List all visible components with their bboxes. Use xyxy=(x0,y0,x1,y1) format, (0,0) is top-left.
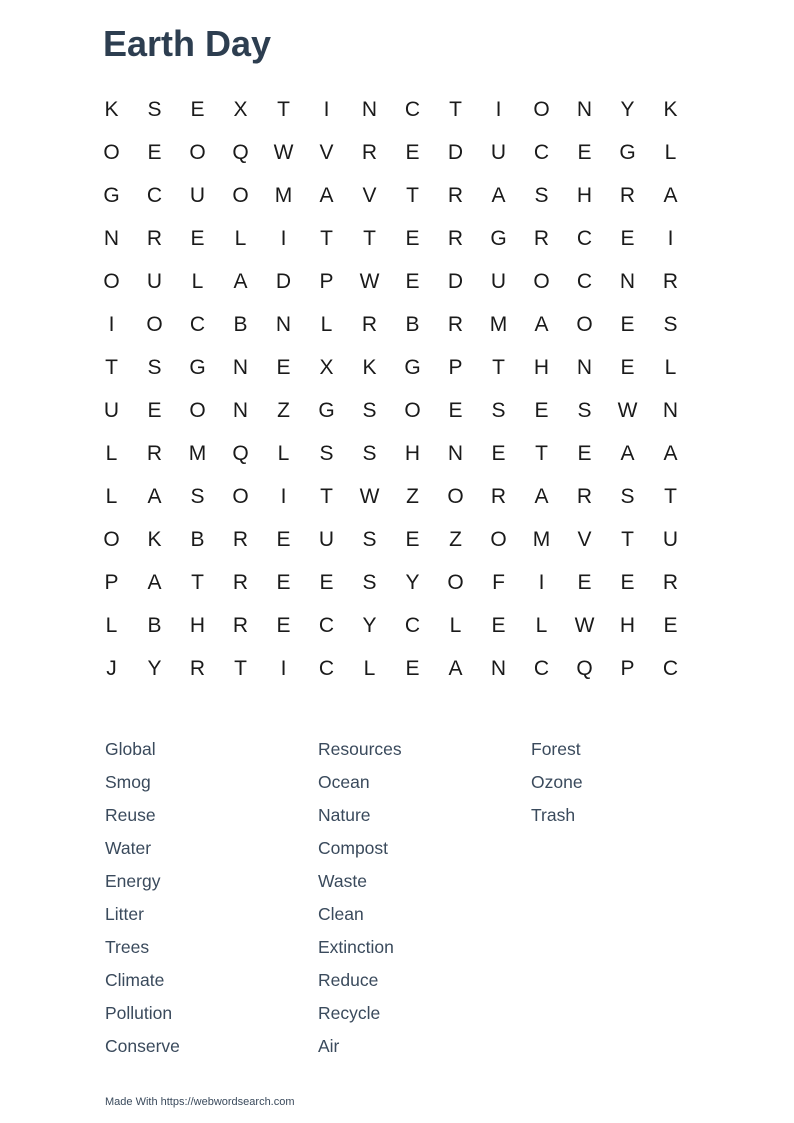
grid-letter: N xyxy=(232,398,249,422)
grid-letter: P xyxy=(620,656,635,680)
grid-letter: X xyxy=(319,355,334,379)
grid-letter: R xyxy=(619,183,636,207)
grid-letter: O xyxy=(447,570,464,594)
grid-letter: S xyxy=(319,441,334,465)
grid-letter: H xyxy=(619,613,636,637)
grid-letter: Y xyxy=(405,570,420,594)
word-item: Recycle xyxy=(318,1003,381,1023)
grid-letter: E xyxy=(577,441,592,465)
grid-letter: Q xyxy=(232,140,249,164)
grid-letter: T xyxy=(492,355,505,379)
grid-letter: H xyxy=(404,441,421,465)
grid-letter: N xyxy=(447,441,464,465)
grid-letter: N xyxy=(103,226,120,250)
grid-letter: B xyxy=(233,312,248,336)
grid-letter: R xyxy=(490,484,507,508)
grid-letter: V xyxy=(577,527,592,551)
grid-letter: C xyxy=(576,269,593,293)
grid-letter: N xyxy=(490,656,507,680)
grid-letter: O xyxy=(103,140,120,164)
grid-letter: S xyxy=(491,398,506,422)
word-item: Resources xyxy=(318,739,402,759)
word-item: Nature xyxy=(318,805,371,825)
grid-letter: R xyxy=(447,312,464,336)
grid-letter: U xyxy=(490,140,507,164)
grid-row xyxy=(90,475,692,518)
grid-letter: V xyxy=(362,183,377,207)
grid-letter: K xyxy=(362,355,377,379)
grid-letter: E xyxy=(577,570,592,594)
grid-letter: H xyxy=(189,613,206,637)
grid-letter: D xyxy=(447,269,464,293)
grid-letter: H xyxy=(533,355,550,379)
grid-letter: M xyxy=(274,183,293,207)
grid-letter: A xyxy=(448,656,463,680)
grid-letter: I xyxy=(495,97,502,121)
grid-letter: S xyxy=(362,398,377,422)
grid-letter: E xyxy=(491,613,506,637)
grid-letter: O xyxy=(189,140,206,164)
grid-letter: A xyxy=(534,484,549,508)
grid-letter: E xyxy=(405,226,420,250)
grid-letter: L xyxy=(363,656,376,680)
grid-letter: R xyxy=(662,269,679,293)
grid-letter: R xyxy=(447,226,464,250)
grid-letter: A xyxy=(663,441,678,465)
grid-row xyxy=(90,217,692,260)
grid-letter: I xyxy=(280,656,287,680)
grid-letter: E xyxy=(405,269,420,293)
grid-letter: P xyxy=(319,269,334,293)
grid-letter: L xyxy=(535,613,548,637)
grid-letter: S xyxy=(147,97,162,121)
word-item: Pollution xyxy=(105,1003,173,1023)
grid-row xyxy=(90,561,692,604)
grid-letter: W xyxy=(359,269,380,293)
grid-letter: N xyxy=(361,97,378,121)
grid-letter: O xyxy=(490,527,507,551)
grid-letter: R xyxy=(232,570,249,594)
grid-letter: I xyxy=(538,570,545,594)
word-list xyxy=(105,737,744,1067)
grid-letter: G xyxy=(189,355,206,379)
grid-letter: W xyxy=(574,613,595,637)
grid-letter: C xyxy=(404,613,421,637)
grid-letter: S xyxy=(620,484,635,508)
grid-letter: S xyxy=(534,183,549,207)
grid-letter: T xyxy=(449,97,462,121)
grid-letter: E xyxy=(276,355,291,379)
grid-letter: N xyxy=(619,269,636,293)
grid-letter: Q xyxy=(576,656,593,680)
grid-letter: A xyxy=(147,484,162,508)
grid-letter: T xyxy=(664,484,677,508)
grid-row xyxy=(90,432,692,475)
grid-letter: E xyxy=(319,570,334,594)
grid-letter: I xyxy=(667,226,674,250)
grid-letter: C xyxy=(533,140,550,164)
grid-letter: S xyxy=(362,441,377,465)
grid-letter: S xyxy=(362,527,377,551)
grid-letter: N xyxy=(576,355,593,379)
grid-letter: L xyxy=(277,441,290,465)
grid-letter: L xyxy=(105,441,118,465)
word-item: Smog xyxy=(105,772,151,792)
grid-letter: C xyxy=(576,226,593,250)
grid-letter: L xyxy=(234,226,247,250)
grid-letter: P xyxy=(104,570,119,594)
grid-letter: O xyxy=(103,269,120,293)
grid-row xyxy=(90,131,692,174)
grid-letter: A xyxy=(233,269,248,293)
grid-letter: P xyxy=(448,355,463,379)
grid-letter: H xyxy=(576,183,593,207)
grid-letter: E xyxy=(147,140,162,164)
grid-letter: C xyxy=(318,613,335,637)
word-item: Conserve xyxy=(105,1036,180,1056)
grid-letter: L xyxy=(105,613,118,637)
word-item: Energy xyxy=(105,871,161,891)
grid-letter: E xyxy=(663,613,678,637)
grid-letter: A xyxy=(663,183,678,207)
grid-letter: Q xyxy=(232,441,249,465)
word-item: Water xyxy=(105,838,152,858)
grid-letter: M xyxy=(489,312,508,336)
grid-letter: B xyxy=(190,527,205,551)
grid-letter: W xyxy=(273,140,294,164)
grid-letter: I xyxy=(280,484,287,508)
grid-letter: E xyxy=(276,570,291,594)
grid-letter: D xyxy=(447,140,464,164)
grid-letter: R xyxy=(576,484,593,508)
grid-letter: Z xyxy=(449,527,462,551)
grid-letter: T xyxy=(621,527,634,551)
grid-letter: D xyxy=(275,269,292,293)
grid-row xyxy=(90,518,692,561)
grid-letter: O xyxy=(146,312,163,336)
grid-letter: R xyxy=(146,441,163,465)
grid-letter: R xyxy=(361,140,378,164)
word-item: Global xyxy=(105,739,156,759)
grid-letter: O xyxy=(232,183,249,207)
grid-letter: C xyxy=(404,97,421,121)
grid-letter: O xyxy=(232,484,249,508)
grid-letter: U xyxy=(662,527,679,551)
word-item: Waste xyxy=(318,871,367,891)
grid-letter: C xyxy=(189,312,206,336)
word-item: Compost xyxy=(318,838,389,858)
grid-letter: C xyxy=(533,656,550,680)
word-item: Air xyxy=(318,1036,340,1056)
grid-row xyxy=(90,174,692,217)
grid-letter: U xyxy=(103,398,120,422)
grid-letter: G xyxy=(103,183,120,207)
grid-letter: O xyxy=(103,527,120,551)
word-item: Climate xyxy=(105,970,165,990)
word-column xyxy=(318,737,531,1067)
grid-letter: A xyxy=(491,183,506,207)
grid-letter: T xyxy=(105,355,118,379)
grid-letter: E xyxy=(276,613,291,637)
grid-letter: E xyxy=(405,527,420,551)
grid-letter: E xyxy=(405,656,420,680)
grid-letter: T xyxy=(191,570,204,594)
grid-letter: A xyxy=(620,441,635,465)
grid-letter: N xyxy=(662,398,679,422)
grid-letter: E xyxy=(448,398,463,422)
grid-letter: G xyxy=(318,398,335,422)
grid-letter: T xyxy=(406,183,419,207)
grid-letter: O xyxy=(404,398,421,422)
grid-letter: E xyxy=(577,140,592,164)
grid-letter: T xyxy=(320,226,333,250)
grid-letter: N xyxy=(232,355,249,379)
grid-letter: J xyxy=(106,656,117,680)
letter-grid xyxy=(90,88,692,690)
grid-row xyxy=(90,88,692,131)
grid-letter: L xyxy=(320,312,333,336)
grid-letter: L xyxy=(664,140,677,164)
grid-letter: E xyxy=(190,226,205,250)
footer-credit: Made With https://webwordsearch.com xyxy=(105,1096,295,1108)
grid-letter: O xyxy=(447,484,464,508)
grid-letter: E xyxy=(491,441,506,465)
grid-letter: K xyxy=(663,97,678,121)
grid-row xyxy=(90,303,692,346)
word-item: Extinction xyxy=(318,937,394,957)
grid-letter: Z xyxy=(277,398,290,422)
word-item: Clean xyxy=(318,904,364,924)
grid-letter: U xyxy=(318,527,335,551)
grid-letter: U xyxy=(189,183,206,207)
grid-letter: U xyxy=(490,269,507,293)
grid-letter: Y xyxy=(620,97,635,121)
grid-letter: S xyxy=(362,570,377,594)
grid-row xyxy=(90,389,692,432)
grid-letter: A xyxy=(147,570,162,594)
grid-row xyxy=(90,604,692,647)
grid-letter: R xyxy=(447,183,464,207)
grid-letter: G xyxy=(404,355,421,379)
grid-letter: T xyxy=(234,656,247,680)
grid-row xyxy=(90,346,692,389)
grid-letter: R xyxy=(232,613,249,637)
grid-letter: C xyxy=(662,656,679,680)
grid-letter: S xyxy=(147,355,162,379)
grid-letter: T xyxy=(363,226,376,250)
grid-letter: K xyxy=(104,97,119,121)
grid-letter: L xyxy=(449,613,462,637)
grid-letter: E xyxy=(620,355,635,379)
grid-letter: B xyxy=(405,312,420,336)
grid-letter: K xyxy=(147,527,162,551)
grid-letter: B xyxy=(147,613,162,637)
grid-letter: E xyxy=(620,570,635,594)
grid-letter: L xyxy=(191,269,204,293)
grid-letter: I xyxy=(323,97,330,121)
word-column xyxy=(531,737,744,1067)
grid-letter: E xyxy=(534,398,549,422)
grid-letter: S xyxy=(190,484,205,508)
grid-letter: R xyxy=(361,312,378,336)
grid-letter: C xyxy=(146,183,163,207)
grid-letter: W xyxy=(359,484,380,508)
grid-letter: A xyxy=(319,183,334,207)
grid-letter: T xyxy=(277,97,290,121)
word-item: Forest xyxy=(531,739,581,759)
grid-letter: R xyxy=(232,527,249,551)
grid-letter: O xyxy=(533,97,550,121)
grid-letter: N xyxy=(576,97,593,121)
grid-letter: W xyxy=(617,398,638,422)
grid-letter: O xyxy=(576,312,593,336)
grid-letter: E xyxy=(147,398,162,422)
grid-letter: A xyxy=(534,312,549,336)
grid-letter: F xyxy=(492,570,505,594)
grid-letter: O xyxy=(189,398,206,422)
grid-letter: G xyxy=(490,226,507,250)
grid-letter: U xyxy=(146,269,163,293)
grid-letter: S xyxy=(663,312,678,336)
grid-row xyxy=(90,647,692,690)
grid-letter: T xyxy=(320,484,333,508)
grid-letter: Z xyxy=(406,484,419,508)
grid-row xyxy=(90,260,692,303)
word-column xyxy=(105,737,318,1067)
word-item: Ozone xyxy=(531,772,583,792)
grid-letter: R xyxy=(146,226,163,250)
grid-letter: E xyxy=(620,312,635,336)
grid-letter: I xyxy=(108,312,115,336)
word-item: Litter xyxy=(105,904,144,924)
grid-letter: G xyxy=(619,140,636,164)
grid-letter: N xyxy=(275,312,292,336)
grid-letter: E xyxy=(190,97,205,121)
grid-letter: O xyxy=(533,269,550,293)
grid-letter: C xyxy=(318,656,335,680)
word-item: Trash xyxy=(531,805,576,825)
grid-letter: L xyxy=(664,355,677,379)
grid-letter: R xyxy=(189,656,206,680)
word-item: Reuse xyxy=(105,805,156,825)
grid-letter: T xyxy=(535,441,548,465)
page-title: Earth Day xyxy=(103,23,272,64)
grid-letter: R xyxy=(662,570,679,594)
grid-letter: X xyxy=(233,97,248,121)
grid-letter: Y xyxy=(362,613,377,637)
grid-letter: L xyxy=(105,484,118,508)
word-item: Trees xyxy=(105,937,150,957)
grid-letter: E xyxy=(620,226,635,250)
grid-letter: R xyxy=(533,226,550,250)
word-item: Ocean xyxy=(318,772,370,792)
grid-letter: I xyxy=(280,226,287,250)
grid-letter: V xyxy=(319,140,334,164)
grid-letter: Y xyxy=(147,656,162,680)
grid-letter: S xyxy=(577,398,592,422)
grid-letter: M xyxy=(188,441,207,465)
grid-letter: M xyxy=(532,527,551,551)
word-item: Reduce xyxy=(318,970,379,990)
grid-letter: E xyxy=(405,140,420,164)
grid-letter: E xyxy=(276,527,291,551)
